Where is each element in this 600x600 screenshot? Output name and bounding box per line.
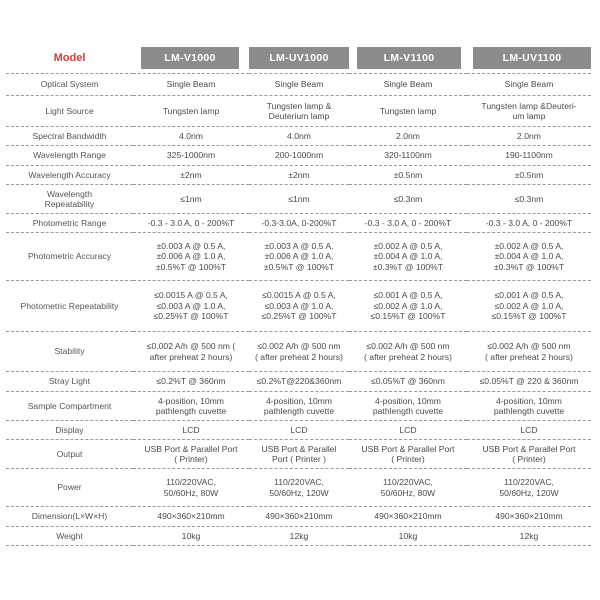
spec-value: ±0.5nm <box>467 165 591 184</box>
spec-value: ≤0.0015 A @ 0.5 A, ≤0.003 A @ 1.0 A, ≤0.25%T @ 100%T <box>133 280 249 331</box>
spec-label: Spectral Bandwidth <box>6 126 133 145</box>
spec-value: Single Beam <box>249 73 349 95</box>
spec-label: Light Source <box>6 95 133 126</box>
spec-row <box>6 331 591 371</box>
spec-value: ≤0.0015 A @ 0.5 A, ≤0.003 A @ 1.0 A, ≤0.25%T @ 100%T <box>249 280 349 331</box>
spec-value: ≤0.001 A @ 0.5 A, ≤0.002 A @ 1.0 A, ≤0.15%T @ 100%T <box>349 280 467 331</box>
spec-value: 4-position, 10mm pathlength cuvette <box>467 391 591 420</box>
spec-row <box>6 391 591 420</box>
spec-label: Stability <box>6 331 133 371</box>
spec-value: 200-1000nm <box>249 145 349 165</box>
spec-value: Single Beam <box>467 73 591 95</box>
model-header-3 <box>349 47 467 69</box>
spec-label: Stray Light <box>6 371 133 391</box>
spec-value: LCD <box>133 420 249 439</box>
spec-value: USB Port & Parallel Port ( Printer) <box>349 439 467 468</box>
spec-row <box>6 420 591 439</box>
spec-label: Wavelength Accuracy <box>6 165 133 184</box>
spec-row <box>6 165 591 184</box>
spec-value: ≤0.002 A/h @ 500 nm ( after preheat 2 hours) <box>349 331 467 371</box>
spec-label: Power <box>6 468 133 506</box>
spec-label: Sample Compartment <box>6 391 133 420</box>
spec-value: USB Port & Parallel Port ( Printer) <box>467 439 591 468</box>
spec-value: ≤0.2%T @ 360nm <box>133 371 249 391</box>
spec-row <box>6 468 591 506</box>
spec-comparison-table <box>6 47 591 546</box>
spec-value: 490×360×210mm <box>133 506 249 526</box>
spec-value: 10kg <box>349 526 467 546</box>
spec-table-wrapper <box>6 47 591 546</box>
spec-value: USB Port & Parallel Port ( Printer) <box>133 439 249 468</box>
spec-value: Tungsten lamp <box>349 95 467 126</box>
spec-value: ±2nm <box>249 165 349 184</box>
spec-value: 490×360×210mm <box>249 506 349 526</box>
spec-value: LCD <box>349 420 467 439</box>
spec-value: ≤0.05%T @ 220 & 360nm <box>467 371 591 391</box>
spec-value: 110/220VAC, 50/60Hz, 80W <box>133 468 249 506</box>
model-header-2 <box>249 47 349 69</box>
model-name: LM-V1000 <box>141 47 239 69</box>
spec-value: 490×360×210mm <box>467 506 591 526</box>
spec-row <box>6 526 591 546</box>
spec-value: 4.0nm <box>249 126 349 145</box>
spec-value: 110/220VAC, 50/60Hz, 120W <box>467 468 591 506</box>
spec-label: Photometric Accuracy <box>6 232 133 280</box>
spec-value: -0.3-3.0A, 0-200%T <box>249 213 349 232</box>
spec-table-body <box>6 73 591 546</box>
spec-value: Tungsten lamp &Deuteri- um lamp <box>467 95 591 126</box>
model-header-4 <box>467 47 591 69</box>
spec-value: ≤1nm <box>133 184 249 213</box>
spec-value: 2.0nm <box>349 126 467 145</box>
spec-row <box>6 371 591 391</box>
spec-row <box>6 213 591 232</box>
spec-label: Wavelength Repeatability <box>6 184 133 213</box>
spec-value: ±0.003 A @ 0.5 A, ±0.006 A @ 1.0 A, ±0.5%T @ 100%T <box>249 232 349 280</box>
spec-row <box>6 145 591 165</box>
spec-value: Single Beam <box>349 73 467 95</box>
spec-value: ≤0.002 A/h @ 500 nm ( after preheat 2 hours) <box>467 331 591 371</box>
spec-value: ≤0.2%T@220&360nm <box>249 371 349 391</box>
spec-label: Photometric Range <box>6 213 133 232</box>
spec-row <box>6 184 591 213</box>
spec-value: 4-position, 10mm pathlength cuvette <box>349 391 467 420</box>
spec-value: -0.3 - 3.0 A, 0 - 200%T <box>133 213 249 232</box>
spec-label: Dimension(L×W×H) <box>6 506 133 526</box>
spec-value: 4.0nm <box>133 126 249 145</box>
spec-row <box>6 506 591 526</box>
spec-value: 320-1100nm <box>349 145 467 165</box>
model-name: LM-UV1000 <box>249 47 349 69</box>
spec-value: Tungsten lamp & Deuterium lamp <box>249 95 349 126</box>
spec-row <box>6 280 591 331</box>
spec-value: 4-position, 10mm pathlength cuvette <box>249 391 349 420</box>
model-name: LM-V1100 <box>357 47 461 69</box>
spec-value: 4-position, 10mm pathlength cuvette <box>133 391 249 420</box>
spec-label: Optical System <box>6 73 133 95</box>
spec-row <box>6 232 591 280</box>
spec-value: ≤0.002 A/h @ 500 nm ( after preheat 2 hours) <box>249 331 349 371</box>
spec-value: ±2nm <box>133 165 249 184</box>
spec-value: Tungsten lamp <box>133 95 249 126</box>
spec-value: LCD <box>249 420 349 439</box>
model-header-1 <box>133 47 249 69</box>
spec-row <box>6 126 591 145</box>
spec-value: 110/220VAC, 50/60Hz, 80W <box>349 468 467 506</box>
spec-label: Weight <box>6 526 133 546</box>
spec-value: USB Port & Parallel Port ( Printer ) <box>249 439 349 468</box>
spec-value: ≤0.001 A @ 0.5 A, ≤0.002 A @ 1.0 A, ≤0.15%T @ 100%T <box>467 280 591 331</box>
spec-value: ≤0.002 A/h @ 500 nm ( after preheat 2 hours) <box>133 331 249 371</box>
spec-label: Photometric Repeatability <box>6 280 133 331</box>
spec-value: 190-1100nm <box>467 145 591 165</box>
spec-value: Single Beam <box>133 73 249 95</box>
spec-value: 2.0nm <box>467 126 591 145</box>
spec-value: ±0.002 A @ 0.5 A, ±0.004 A @ 1.0 A, ±0.3%T @ 100%T <box>467 232 591 280</box>
spec-value: ±0.002 A @ 0.5 A, ±0.004 A @ 1.0 A, ±0.3%T @ 100%T <box>349 232 467 280</box>
spec-value: -0.3 - 3.0 A, 0 - 200%T <box>349 213 467 232</box>
header-row <box>6 47 591 69</box>
model-corner-label: Model <box>53 51 86 64</box>
spec-value: ≤1nm <box>249 184 349 213</box>
spec-value: ±0.5nm <box>349 165 467 184</box>
spec-value: 490×360×210mm <box>349 506 467 526</box>
spec-value: ≤0.05%T @ 360nm <box>349 371 467 391</box>
spec-value: ≤0.3nm <box>349 184 467 213</box>
spec-value: 12kg <box>467 526 591 546</box>
model-name: LM-UV1100 <box>473 47 591 69</box>
spec-value: 10kg <box>133 526 249 546</box>
spec-row <box>6 439 591 468</box>
spec-row <box>6 95 591 126</box>
spec-value: ±0.003 A @ 0.5 A, ±0.006 A @ 1.0 A, ±0.5%T @ 100%T <box>133 232 249 280</box>
spec-row <box>6 73 591 95</box>
spec-value: LCD <box>467 420 591 439</box>
spec-value: ≤0.3nm <box>467 184 591 213</box>
spec-value: 12kg <box>249 526 349 546</box>
spec-value: 325-1000nm <box>133 145 249 165</box>
spec-label: Wavelength Range <box>6 145 133 165</box>
spec-value: 110/220VAC, 50/60Hz, 120W <box>249 468 349 506</box>
spec-label: Output <box>6 439 133 468</box>
spec-value: -0.3 - 3.0 A, 0 - 200%T <box>467 213 591 232</box>
spec-label: Display <box>6 420 133 439</box>
